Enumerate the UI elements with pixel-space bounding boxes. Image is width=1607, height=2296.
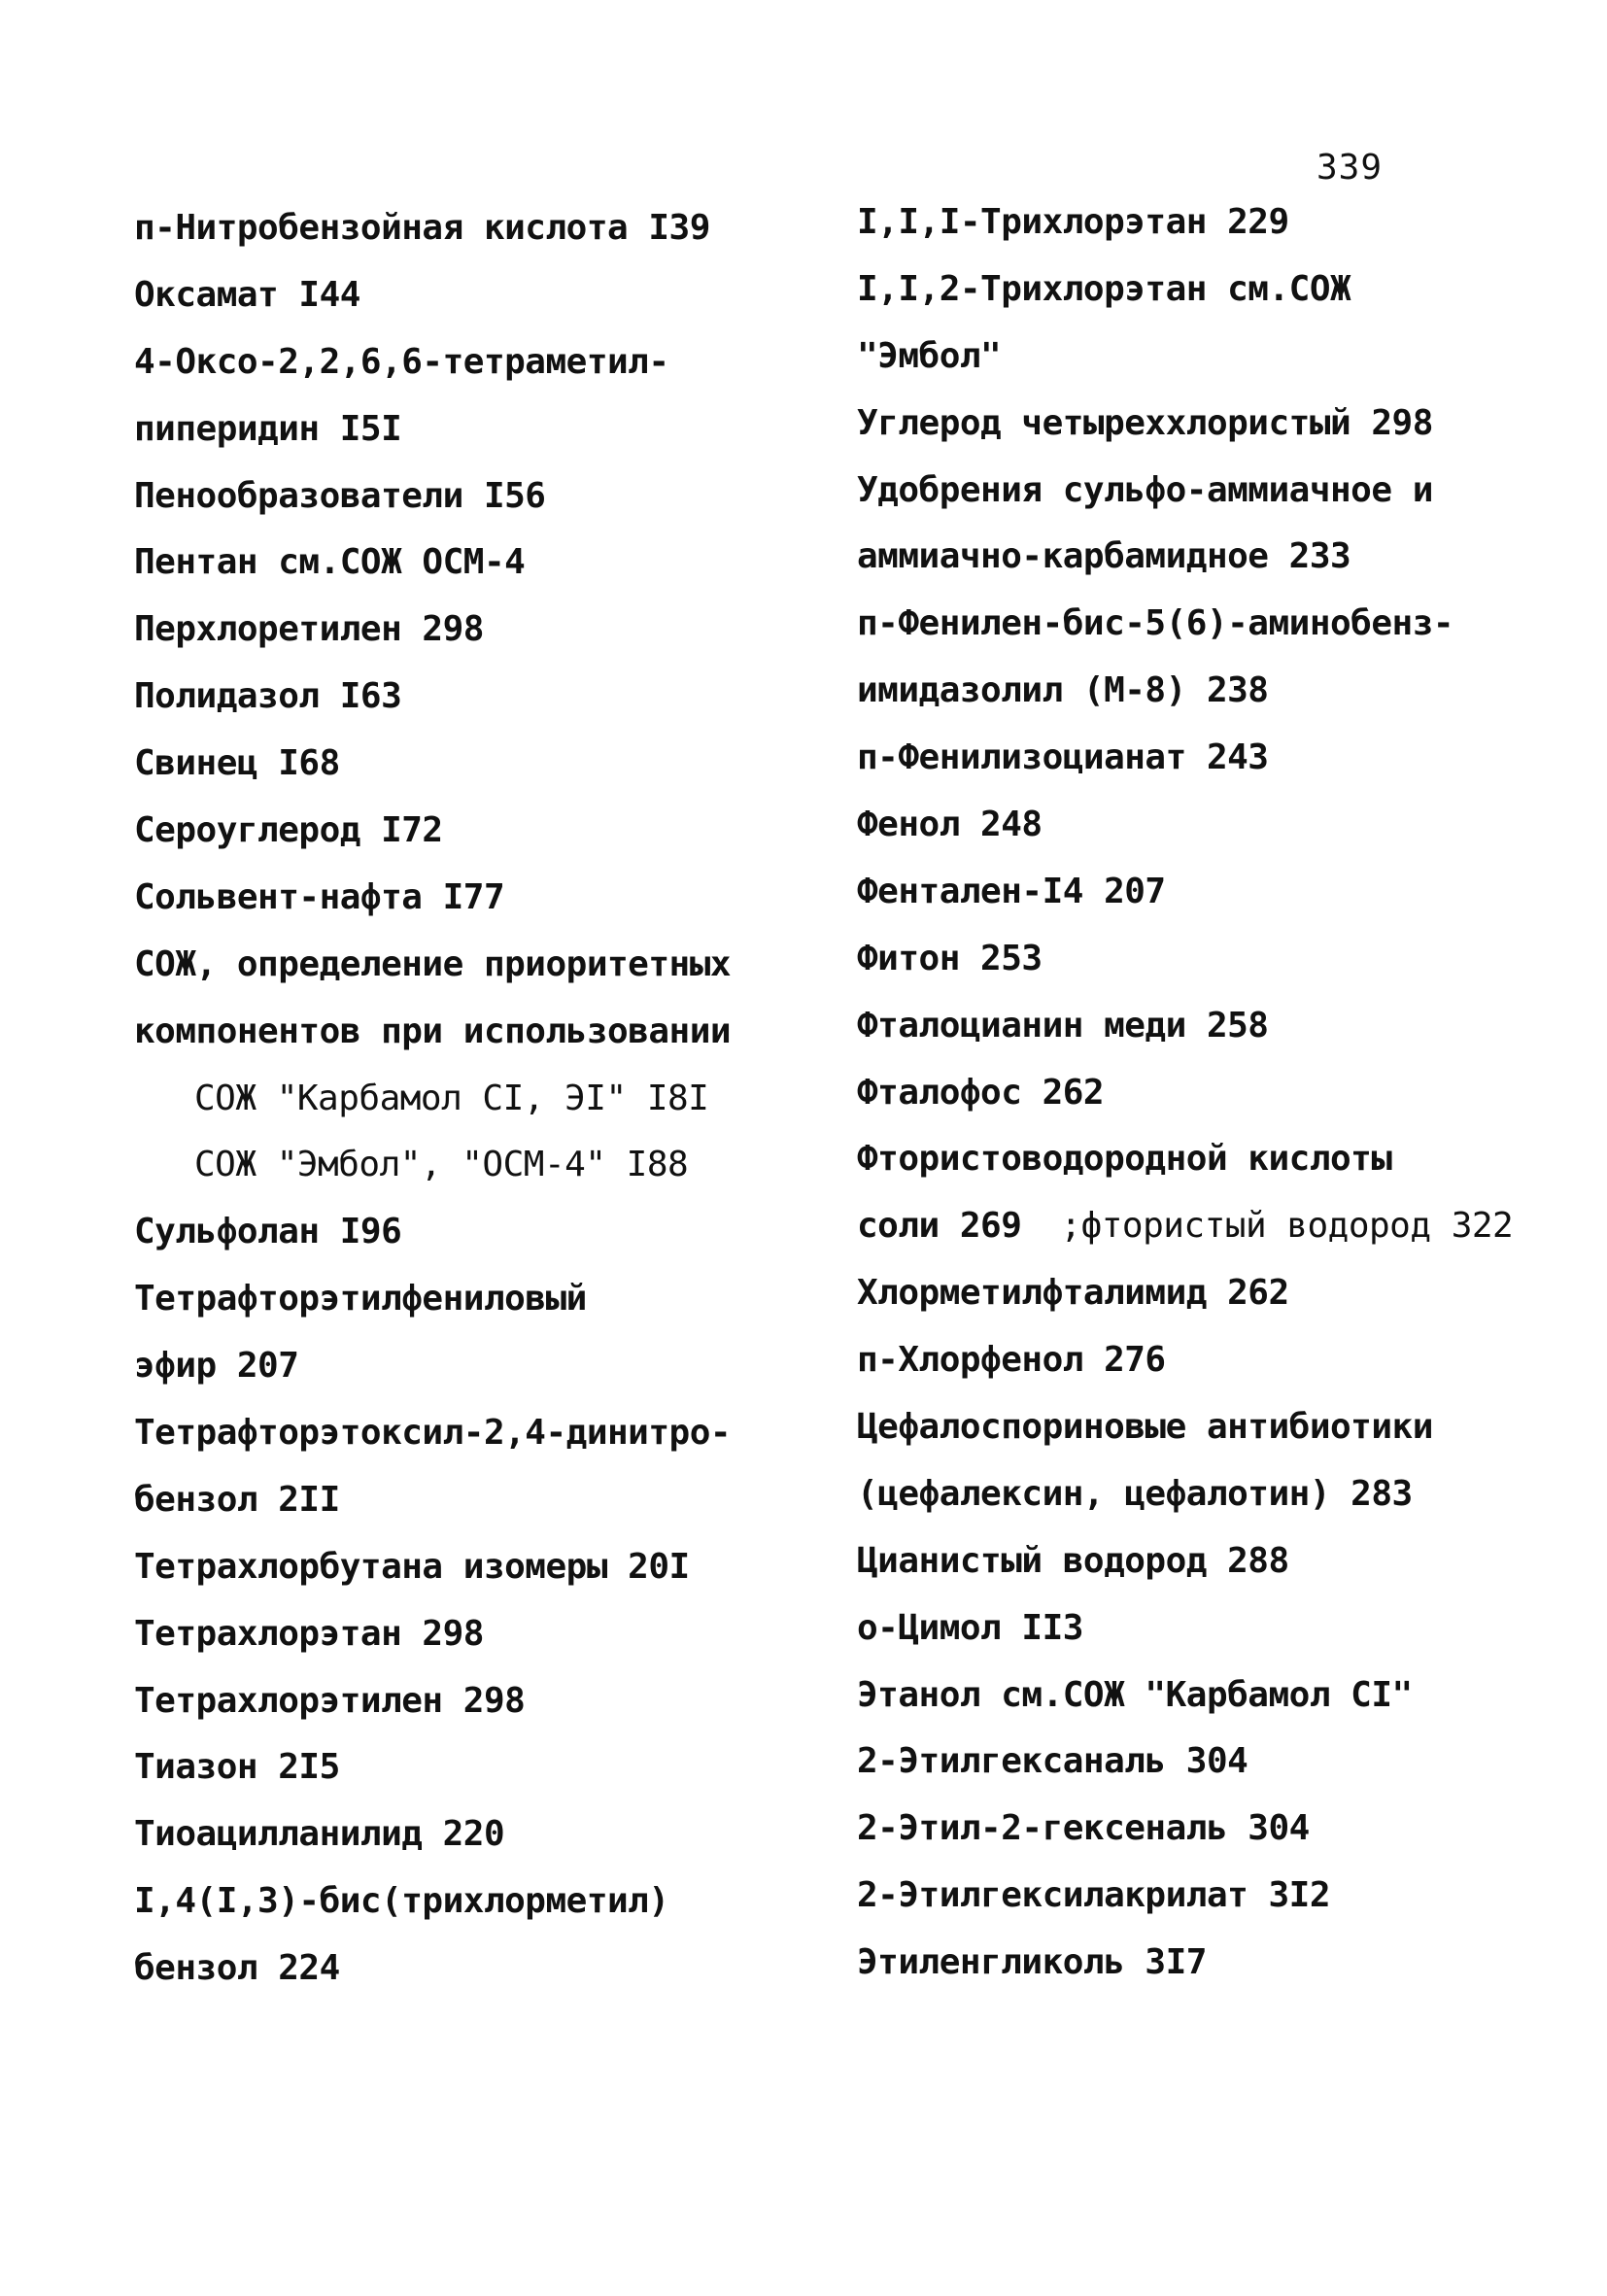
index-entry: 2-Этил-2-гексеналь 304 bbox=[857, 1808, 1310, 1849]
index-entry: Пентан см.СОЖ ОСМ-4 bbox=[134, 542, 526, 583]
index-entry: пиперидин I5I bbox=[134, 408, 402, 449]
index-subentry: СОЖ "Карбамол CI, ЭI" I8I bbox=[194, 1078, 709, 1118]
index-entry: компонентов при использовании bbox=[134, 1011, 732, 1051]
index-entry: п-Нитробензойная кислота I39 bbox=[134, 208, 710, 248]
index-entry: I,I,I-Трихлорэтан 229 bbox=[857, 202, 1289, 242]
index-entry-note: ;фтористый водород 322 bbox=[1060, 1206, 1514, 1247]
index-entry: 4-Оксо-2,2,6,6-тетраметил- bbox=[134, 341, 669, 382]
index-entry: Перхлоретилен 298 bbox=[134, 609, 484, 650]
index-entry: п-Фенилен-бис-5(6)-аминобенз- bbox=[857, 603, 1454, 644]
index-entry: Фитон 253 bbox=[857, 938, 1043, 978]
index-entry-main: соли 269 bbox=[857, 1206, 1022, 1247]
index-entry: бензол 224 bbox=[134, 1948, 340, 1989]
index-entry: "Эмбол" bbox=[857, 335, 1002, 376]
index-entry: Цефалоспориновые антибиотики bbox=[857, 1407, 1433, 1448]
index-entry: Тиоацилланилид 220 bbox=[134, 1814, 505, 1855]
index-entry: эфир 207 bbox=[134, 1346, 299, 1387]
index-entry: Углерод четыреххлористый 298 bbox=[857, 402, 1433, 443]
index-entry: I,I,2-Трихлорэтан см.СОЖ bbox=[857, 268, 1351, 309]
index-entry: аммиачно-карбамидное 233 bbox=[857, 536, 1351, 577]
page-number: 339 bbox=[1316, 148, 1384, 188]
index-entry: п-Хлорфенол 276 bbox=[857, 1340, 1166, 1381]
index-column-right bbox=[857, 198, 1556, 2005]
index-entry: Тетрахлорэтилен 298 bbox=[134, 1680, 526, 1721]
index-entry: бензол 2II bbox=[134, 1479, 340, 1520]
index-entry: Удобрения сульфо-аммиачное и bbox=[857, 469, 1433, 510]
index-entry: Пенообразователи I56 bbox=[134, 475, 546, 516]
index-entry: Тетрафторэтилфениловый bbox=[134, 1279, 587, 1319]
index-entry: Цианистый водород 288 bbox=[857, 1540, 1289, 1581]
index-entry: Тиазон 2I5 bbox=[134, 1747, 340, 1788]
index-entry: Фенол 248 bbox=[857, 805, 1043, 845]
index-entry: СОЖ, определение приоритетных bbox=[134, 943, 732, 984]
index-entry: Сольвент-нафта I77 bbox=[134, 876, 505, 917]
index-entry: Тетрахлорбутана изомеры 20I bbox=[134, 1546, 690, 1587]
index-entry: Тетрахлорэтан 298 bbox=[134, 1613, 484, 1654]
index-entry: Фталофос 262 bbox=[857, 1072, 1105, 1113]
index-entry: Фталоцианин меди 258 bbox=[857, 1005, 1269, 1045]
index-entry: 2-Этилгексилакрилат 3I2 bbox=[857, 1875, 1330, 1916]
index-entry: Полидазол I63 bbox=[134, 676, 402, 717]
index-entry: I,4(I,3)-бис(трихлорметил) bbox=[134, 1881, 669, 1922]
index-entry-with-note bbox=[857, 1202, 1556, 1269]
index-entry: Фтористоводородной кислоты bbox=[857, 1139, 1392, 1180]
index-entry: имидазолил (М-8) 238 bbox=[857, 670, 1269, 711]
index-entry: Тетрафторэтоксил-2,4-динитро- bbox=[134, 1413, 732, 1454]
index-subentry: СОЖ "Эмбол", "ОСМ-4" I88 bbox=[194, 1145, 689, 1185]
index-column-left bbox=[134, 204, 804, 2011]
index-entry: Оксамат I44 bbox=[134, 274, 360, 315]
index-entry: Этиленгликоль 3I7 bbox=[857, 1942, 1207, 1983]
index-entry: Свинец I68 bbox=[134, 743, 340, 784]
index-entry: 2-Этилгексаналь 304 bbox=[857, 1741, 1248, 1782]
index-entry: Этанол см.СОЖ "Карбамол CI" bbox=[857, 1674, 1413, 1715]
index-entry: (цефалексин, цефалотин) 283 bbox=[857, 1473, 1413, 1514]
index-entry: п-Фенилизоцианат 243 bbox=[857, 737, 1269, 778]
index-entry: о-Цимол II3 bbox=[857, 1607, 1083, 1648]
index-entry: Фентален-I4 207 bbox=[857, 871, 1166, 911]
index-entry: Сульфолан I96 bbox=[134, 1212, 402, 1252]
index-entry: Хлорметилфталимид 262 bbox=[857, 1273, 1289, 1314]
index-entry: Сероуглерод I72 bbox=[134, 810, 443, 851]
